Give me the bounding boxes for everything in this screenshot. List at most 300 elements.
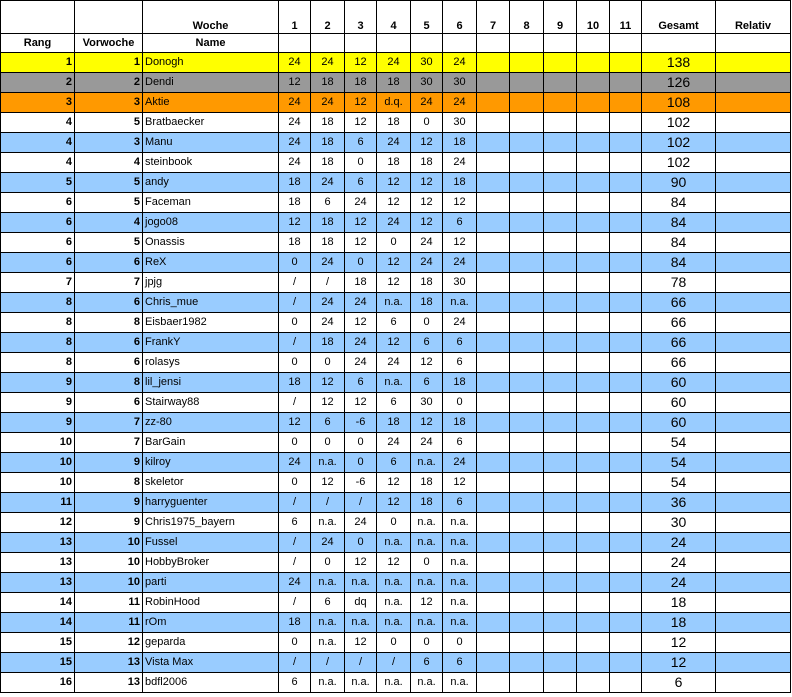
name-cell[interactable]: HobbyBroker	[143, 553, 279, 573]
name-cell[interactable]: Dendi	[143, 73, 279, 93]
week-5-cell[interactable]: 12	[411, 413, 443, 433]
week-1-cell[interactable]: 0	[279, 253, 311, 273]
week-3-cell[interactable]: 0	[345, 453, 377, 473]
rang-cell[interactable]: 7	[1, 273, 75, 293]
week-8-cell[interactable]	[510, 613, 544, 633]
week-8-cell[interactable]	[510, 553, 544, 573]
vorwoche-cell[interactable]: 9	[75, 513, 143, 533]
rang-cell[interactable]: 6	[1, 253, 75, 273]
week-5-cell[interactable]: n.a.	[411, 673, 443, 693]
week-3-cell[interactable]: -6	[345, 413, 377, 433]
week-1-cell[interactable]: 0	[279, 473, 311, 493]
week-6-cell[interactable]: n.a.	[443, 513, 477, 533]
week-5-cell[interactable]: 30	[411, 73, 443, 93]
gesamt-cell[interactable]: 30	[642, 513, 716, 533]
week-1-cell[interactable]: /	[279, 553, 311, 573]
relativ-cell[interactable]	[716, 653, 791, 673]
week-8-cell[interactable]	[510, 353, 544, 373]
week-9-cell[interactable]	[544, 513, 577, 533]
week-8-cell[interactable]	[510, 173, 544, 193]
name-cell[interactable]: parti	[143, 573, 279, 593]
week-10-cell[interactable]	[577, 193, 610, 213]
week-6-cell[interactable]: 6	[443, 653, 477, 673]
week-10-cell[interactable]	[577, 513, 610, 533]
week-1-cell[interactable]: 18	[279, 173, 311, 193]
gesamt-cell[interactable]: 54	[642, 433, 716, 453]
week-11-cell[interactable]	[610, 573, 642, 593]
vorwoche-cell[interactable]: 1	[75, 53, 143, 73]
week-5-cell[interactable]: 0	[411, 313, 443, 333]
gesamt-cell[interactable]: 18	[642, 613, 716, 633]
relativ-cell[interactable]	[716, 593, 791, 613]
vorwoche-cell[interactable]: 6	[75, 293, 143, 313]
week-5-cell[interactable]: 12	[411, 193, 443, 213]
week-5-cell[interactable]: n.a.	[411, 573, 443, 593]
vorwoche-cell[interactable]: 6	[75, 333, 143, 353]
name-cell[interactable]: Fussel	[143, 533, 279, 553]
week-6-cell[interactable]: 18	[443, 373, 477, 393]
week-5-cell[interactable]: 18	[411, 493, 443, 513]
rang-cell[interactable]: 10	[1, 473, 75, 493]
week-9-cell[interactable]	[544, 353, 577, 373]
relativ-cell[interactable]	[716, 53, 791, 73]
week-9-cell[interactable]	[544, 493, 577, 513]
gesamt-cell[interactable]: 66	[642, 333, 716, 353]
week-9-cell[interactable]	[544, 313, 577, 333]
vorwoche-cell[interactable]: 6	[75, 353, 143, 373]
vorwoche-cell[interactable]: 3	[75, 93, 143, 113]
week-9-cell[interactable]	[544, 113, 577, 133]
name-cell[interactable]: skeletor	[143, 473, 279, 493]
name-cell[interactable]: bdfl2006	[143, 673, 279, 693]
week-2-cell[interactable]: /	[311, 273, 345, 293]
week-8-cell[interactable]	[510, 313, 544, 333]
relativ-cell[interactable]	[716, 413, 791, 433]
relativ-cell[interactable]	[716, 473, 791, 493]
week-3-cell[interactable]: 12	[345, 53, 377, 73]
vorwoche-cell[interactable]: 8	[75, 473, 143, 493]
week-11-cell[interactable]	[610, 133, 642, 153]
week-10-cell[interactable]	[577, 633, 610, 653]
relativ-cell[interactable]	[716, 393, 791, 413]
relativ-cell[interactable]	[716, 373, 791, 393]
week-6-cell[interactable]: 24	[443, 253, 477, 273]
week-2-cell[interactable]: 18	[311, 233, 345, 253]
vorwoche-cell[interactable]: 11	[75, 613, 143, 633]
week-9-cell[interactable]	[544, 473, 577, 493]
week-6-cell[interactable]: 12	[443, 193, 477, 213]
week-11-cell[interactable]	[610, 293, 642, 313]
gesamt-cell[interactable]: 102	[642, 153, 716, 173]
week-9-cell[interactable]	[544, 553, 577, 573]
relativ-cell[interactable]	[716, 133, 791, 153]
week-4-cell[interactable]: n.a.	[377, 613, 411, 633]
name-cell[interactable]: ReX	[143, 253, 279, 273]
week-9-cell[interactable]	[544, 373, 577, 393]
week-7-cell[interactable]	[477, 213, 510, 233]
week-10-cell[interactable]	[577, 373, 610, 393]
week-7-cell[interactable]	[477, 73, 510, 93]
week-1-cell[interactable]: 12	[279, 73, 311, 93]
week-2-cell[interactable]: 24	[311, 173, 345, 193]
week-7-cell[interactable]	[477, 613, 510, 633]
week-8-cell[interactable]	[510, 473, 544, 493]
week-8-cell[interactable]	[510, 153, 544, 173]
week-3-cell[interactable]: 0	[345, 153, 377, 173]
relativ-cell[interactable]	[716, 433, 791, 453]
gesamt-cell[interactable]: 54	[642, 473, 716, 493]
week-11-cell[interactable]	[610, 673, 642, 693]
week-9-cell[interactable]	[544, 153, 577, 173]
week-10-cell[interactable]	[577, 353, 610, 373]
week-3-cell[interactable]: 24	[345, 193, 377, 213]
relativ-cell[interactable]	[716, 353, 791, 373]
week-10-cell[interactable]	[577, 413, 610, 433]
week-7-cell[interactable]	[477, 133, 510, 153]
week-7-cell[interactable]	[477, 153, 510, 173]
week-11-cell[interactable]	[610, 333, 642, 353]
week-7-cell[interactable]	[477, 193, 510, 213]
week-10-cell[interactable]	[577, 533, 610, 553]
name-cell[interactable]: rolasys	[143, 353, 279, 373]
week-1-cell[interactable]: /	[279, 653, 311, 673]
week-1-cell[interactable]: 24	[279, 53, 311, 73]
week-1-cell[interactable]: /	[279, 273, 311, 293]
week-7-cell[interactable]	[477, 653, 510, 673]
week-1-cell[interactable]: 12	[279, 213, 311, 233]
week-9-cell[interactable]	[544, 613, 577, 633]
week-6-cell[interactable]: 30	[443, 273, 477, 293]
week-6-cell[interactable]: 24	[443, 153, 477, 173]
name-cell[interactable]: RobinHood	[143, 593, 279, 613]
week-7-cell[interactable]	[477, 393, 510, 413]
week-3-cell[interactable]: 12	[345, 93, 377, 113]
week-1-cell[interactable]: 24	[279, 573, 311, 593]
week-3-cell[interactable]: 6	[345, 373, 377, 393]
week-1-cell[interactable]: 18	[279, 233, 311, 253]
week-8-cell[interactable]	[510, 633, 544, 653]
week-5-cell[interactable]: 6	[411, 373, 443, 393]
gesamt-cell[interactable]: 108	[642, 93, 716, 113]
gesamt-cell[interactable]: 66	[642, 353, 716, 373]
week-10-cell[interactable]	[577, 253, 610, 273]
week-6-cell[interactable]: n.a.	[443, 533, 477, 553]
name-cell[interactable]: FrankY	[143, 333, 279, 353]
week-4-cell[interactable]: 12	[377, 553, 411, 573]
week-7-cell[interactable]	[477, 553, 510, 573]
week-11-cell[interactable]	[610, 53, 642, 73]
week-8-cell[interactable]	[510, 213, 544, 233]
week-4-cell[interactable]: 12	[377, 273, 411, 293]
week-1-cell[interactable]: /	[279, 333, 311, 353]
name-cell[interactable]: BarGain	[143, 433, 279, 453]
vorwoche-cell[interactable]: 7	[75, 413, 143, 433]
week-8-cell[interactable]	[510, 413, 544, 433]
week-4-cell[interactable]: n.a.	[377, 373, 411, 393]
week-5-cell[interactable]: 6	[411, 653, 443, 673]
rang-cell[interactable]: 16	[1, 673, 75, 693]
rang-cell[interactable]: 12	[1, 513, 75, 533]
week-10-cell[interactable]	[577, 593, 610, 613]
week-3-cell[interactable]: /	[345, 493, 377, 513]
vorwoche-cell[interactable]: 5	[75, 173, 143, 193]
week-5-cell[interactable]: 30	[411, 393, 443, 413]
week-2-cell[interactable]: 12	[311, 473, 345, 493]
week-2-cell[interactable]: 18	[311, 213, 345, 233]
week-4-cell[interactable]: 12	[377, 473, 411, 493]
week-5-cell[interactable]: 18	[411, 153, 443, 173]
relativ-cell[interactable]	[716, 233, 791, 253]
week-3-cell[interactable]: 0	[345, 533, 377, 553]
week-11-cell[interactable]	[610, 213, 642, 233]
gesamt-cell[interactable]: 60	[642, 373, 716, 393]
week-8-cell[interactable]	[510, 653, 544, 673]
week-7-cell[interactable]	[477, 673, 510, 693]
week-11-cell[interactable]	[610, 473, 642, 493]
week-1-cell[interactable]: 6	[279, 513, 311, 533]
week-6-cell[interactable]: 6	[443, 213, 477, 233]
relativ-cell[interactable]	[716, 493, 791, 513]
week-6-cell[interactable]: 6	[443, 353, 477, 373]
week-6-cell[interactable]: n.a.	[443, 573, 477, 593]
week-2-cell[interactable]: n.a.	[311, 673, 345, 693]
week-7-cell[interactable]	[477, 373, 510, 393]
week-7-cell[interactable]	[477, 433, 510, 453]
week-1-cell[interactable]: 18	[279, 373, 311, 393]
name-cell[interactable]: Donogh	[143, 53, 279, 73]
week-6-cell[interactable]: 12	[443, 473, 477, 493]
name-cell[interactable]: kilroy	[143, 453, 279, 473]
week-3-cell[interactable]: 12	[345, 213, 377, 233]
week-3-cell[interactable]: 24	[345, 333, 377, 353]
week-1-cell[interactable]: 12	[279, 413, 311, 433]
vorwoche-cell[interactable]: 5	[75, 193, 143, 213]
week-8-cell[interactable]	[510, 373, 544, 393]
week-2-cell[interactable]: /	[311, 493, 345, 513]
relativ-cell[interactable]	[716, 73, 791, 93]
name-cell[interactable]: rOm	[143, 613, 279, 633]
week-2-cell[interactable]: 24	[311, 293, 345, 313]
name-cell[interactable]: jogo08	[143, 213, 279, 233]
week-7-cell[interactable]	[477, 273, 510, 293]
week-2-cell[interactable]: 12	[311, 393, 345, 413]
relativ-cell[interactable]	[716, 193, 791, 213]
week-3-cell[interactable]: dq	[345, 593, 377, 613]
week-1-cell[interactable]: 24	[279, 153, 311, 173]
week-10-cell[interactable]	[577, 393, 610, 413]
week-10-cell[interactable]	[577, 553, 610, 573]
week-2-cell[interactable]: 0	[311, 353, 345, 373]
week-9-cell[interactable]	[544, 673, 577, 693]
week-10-cell[interactable]	[577, 453, 610, 473]
week-2-cell[interactable]: n.a.	[311, 633, 345, 653]
week-3-cell[interactable]: n.a.	[345, 673, 377, 693]
rang-cell[interactable]: 8	[1, 333, 75, 353]
vorwoche-cell[interactable]: 6	[75, 393, 143, 413]
week-6-cell[interactable]: 18	[443, 173, 477, 193]
week-3-cell[interactable]: 12	[345, 233, 377, 253]
week-4-cell[interactable]: 24	[377, 53, 411, 73]
week-9-cell[interactable]	[544, 253, 577, 273]
rang-cell[interactable]: 4	[1, 113, 75, 133]
week-4-cell[interactable]: 6	[377, 453, 411, 473]
vorwoche-cell[interactable]: 10	[75, 533, 143, 553]
week-2-cell[interactable]: 18	[311, 133, 345, 153]
week-4-cell[interactable]: 6	[377, 393, 411, 413]
vorwoche-cell[interactable]: 11	[75, 593, 143, 613]
week-11-cell[interactable]	[610, 613, 642, 633]
gesamt-cell[interactable]: 102	[642, 133, 716, 153]
relativ-cell[interactable]	[716, 213, 791, 233]
week-4-cell[interactable]: 6	[377, 313, 411, 333]
week-8-cell[interactable]	[510, 593, 544, 613]
week-7-cell[interactable]	[477, 533, 510, 553]
week-11-cell[interactable]	[610, 493, 642, 513]
vorwoche-cell[interactable]: 5	[75, 113, 143, 133]
week-8-cell[interactable]	[510, 493, 544, 513]
week-8-cell[interactable]	[510, 393, 544, 413]
week-9-cell[interactable]	[544, 193, 577, 213]
vorwoche-cell[interactable]: 2	[75, 73, 143, 93]
week-5-cell[interactable]: n.a.	[411, 613, 443, 633]
week-1-cell[interactable]: /	[279, 533, 311, 553]
week-3-cell[interactable]: -6	[345, 473, 377, 493]
week-2-cell[interactable]: n.a.	[311, 453, 345, 473]
week-7-cell[interactable]	[477, 473, 510, 493]
week-5-cell[interactable]: 0	[411, 553, 443, 573]
week-4-cell[interactable]: n.a.	[377, 673, 411, 693]
relativ-cell[interactable]	[716, 173, 791, 193]
week-7-cell[interactable]	[477, 253, 510, 273]
week-9-cell[interactable]	[544, 333, 577, 353]
week-1-cell[interactable]: 24	[279, 113, 311, 133]
week-3-cell[interactable]: 24	[345, 293, 377, 313]
week-7-cell[interactable]	[477, 93, 510, 113]
rang-cell[interactable]: 4	[1, 153, 75, 173]
rang-cell[interactable]: 13	[1, 533, 75, 553]
rang-cell[interactable]: 8	[1, 353, 75, 373]
relativ-cell[interactable]	[716, 113, 791, 133]
gesamt-cell[interactable]: 18	[642, 593, 716, 613]
rang-cell[interactable]: 15	[1, 653, 75, 673]
week-10-cell[interactable]	[577, 273, 610, 293]
relativ-cell[interactable]	[716, 273, 791, 293]
vorwoche-cell[interactable]: 10	[75, 573, 143, 593]
gesamt-cell[interactable]: 102	[642, 113, 716, 133]
week-8-cell[interactable]	[510, 573, 544, 593]
name-cell[interactable]: Chris_mue	[143, 293, 279, 313]
name-cell[interactable]: Onassis	[143, 233, 279, 253]
week-3-cell[interactable]: 12	[345, 313, 377, 333]
week-10-cell[interactable]	[577, 313, 610, 333]
vorwoche-cell[interactable]: 9	[75, 453, 143, 473]
week-10-cell[interactable]	[577, 153, 610, 173]
week-7-cell[interactable]	[477, 413, 510, 433]
gesamt-cell[interactable]: 12	[642, 633, 716, 653]
rang-cell[interactable]: 2	[1, 73, 75, 93]
week-6-cell[interactable]: 30	[443, 73, 477, 93]
week-4-cell[interactable]: 18	[377, 153, 411, 173]
week-1-cell[interactable]: /	[279, 393, 311, 413]
name-cell[interactable]: Manu	[143, 133, 279, 153]
week-1-cell[interactable]: /	[279, 293, 311, 313]
week-4-cell[interactable]: /	[377, 653, 411, 673]
rang-cell[interactable]: 5	[1, 173, 75, 193]
rang-cell[interactable]: 8	[1, 313, 75, 333]
week-7-cell[interactable]	[477, 573, 510, 593]
week-5-cell[interactable]: n.a.	[411, 513, 443, 533]
week-8-cell[interactable]	[510, 193, 544, 213]
relativ-cell[interactable]	[716, 253, 791, 273]
week-5-cell[interactable]: 30	[411, 53, 443, 73]
name-cell[interactable]: Faceman	[143, 193, 279, 213]
week-7-cell[interactable]	[477, 313, 510, 333]
relativ-cell[interactable]	[716, 673, 791, 693]
week-2-cell[interactable]: 0	[311, 433, 345, 453]
name-cell[interactable]: Bratbaecker	[143, 113, 279, 133]
name-cell[interactable]: zz-80	[143, 413, 279, 433]
rang-cell[interactable]: 10	[1, 453, 75, 473]
week-6-cell[interactable]: 18	[443, 133, 477, 153]
week-6-cell[interactable]: n.a.	[443, 673, 477, 693]
week-5-cell[interactable]: 24	[411, 253, 443, 273]
week-2-cell[interactable]: 24	[311, 533, 345, 553]
vorwoche-cell[interactable]: 7	[75, 273, 143, 293]
vorwoche-cell[interactable]: 13	[75, 653, 143, 673]
week-4-cell[interactable]: 0	[377, 513, 411, 533]
gesamt-cell[interactable]: 24	[642, 553, 716, 573]
week-10-cell[interactable]	[577, 473, 610, 493]
week-4-cell[interactable]: 18	[377, 113, 411, 133]
week-2-cell[interactable]: 24	[311, 253, 345, 273]
rang-cell[interactable]: 13	[1, 573, 75, 593]
week-1-cell[interactable]: 24	[279, 133, 311, 153]
week-11-cell[interactable]	[610, 113, 642, 133]
week-5-cell[interactable]: 24	[411, 93, 443, 113]
week-1-cell[interactable]: 18	[279, 193, 311, 213]
week-9-cell[interactable]	[544, 633, 577, 653]
week-7-cell[interactable]	[477, 233, 510, 253]
rang-cell[interactable]: 11	[1, 493, 75, 513]
gesamt-cell[interactable]: 36	[642, 493, 716, 513]
rang-cell[interactable]: 9	[1, 413, 75, 433]
week-5-cell[interactable]: 18	[411, 473, 443, 493]
week-4-cell[interactable]: n.a.	[377, 573, 411, 593]
relativ-cell[interactable]	[716, 453, 791, 473]
name-cell[interactable]: geparda	[143, 633, 279, 653]
week-8-cell[interactable]	[510, 73, 544, 93]
rang-cell[interactable]: 9	[1, 373, 75, 393]
gesamt-cell[interactable]: 84	[642, 233, 716, 253]
week-6-cell[interactable]: 24	[443, 93, 477, 113]
vorwoche-cell[interactable]: 8	[75, 313, 143, 333]
week-5-cell[interactable]: n.a.	[411, 533, 443, 553]
week-7-cell[interactable]	[477, 593, 510, 613]
week-4-cell[interactable]: 12	[377, 253, 411, 273]
week-2-cell[interactable]: 18	[311, 333, 345, 353]
week-9-cell[interactable]	[544, 53, 577, 73]
week-10-cell[interactable]	[577, 653, 610, 673]
week-3-cell[interactable]: 18	[345, 73, 377, 93]
relativ-cell[interactable]	[716, 153, 791, 173]
week-6-cell[interactable]: 12	[443, 233, 477, 253]
week-3-cell[interactable]: 12	[345, 113, 377, 133]
week-7-cell[interactable]	[477, 633, 510, 653]
week-9-cell[interactable]	[544, 653, 577, 673]
vorwoche-cell[interactable]: 4	[75, 213, 143, 233]
rang-cell[interactable]: 1	[1, 53, 75, 73]
week-10-cell[interactable]	[577, 173, 610, 193]
